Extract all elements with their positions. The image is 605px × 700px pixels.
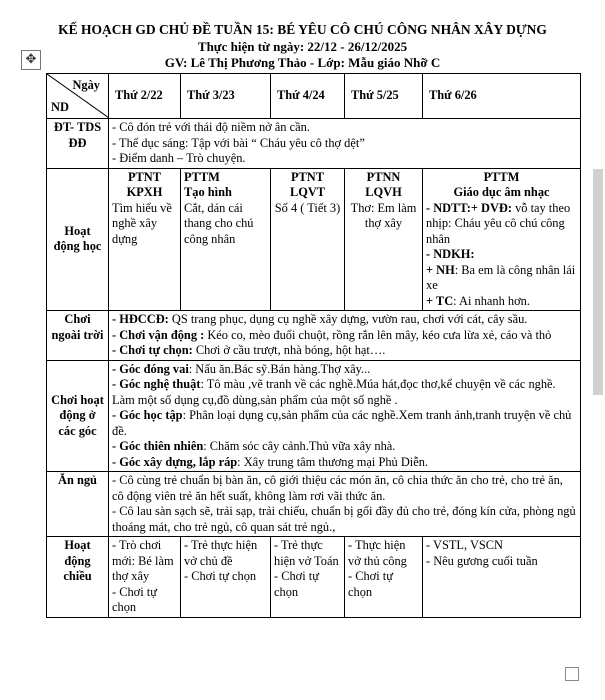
plan-dates: Thực hiện từ ngày: 22/12 - 26/12/2025 (197, 39, 408, 54)
afternoon-cell-tue (181, 537, 271, 618)
list-item: - VSTL, VSCN (426, 538, 503, 552)
item-label: - Góc học tập (112, 408, 183, 422)
list-item: - Trò chơi mới: Bé làm thợ xây (112, 538, 174, 583)
row-label-hoat-dong-chieu: Hoạt động chiều (47, 537, 109, 618)
music-tc (426, 294, 577, 310)
row-hoat-dong-hoc (47, 168, 581, 311)
list-item: - Trẻ thực hiện vở Toán (274, 538, 339, 568)
music-nh (426, 263, 577, 294)
item-text: Kéo co, mèo đuổi chuột, rồng rắn lên mây, kéo cưa lừa xẻ, cáo và thỏ (204, 327, 552, 342)
item-label: - Chơi tự chọn: (112, 343, 193, 357)
tc-label: + TC (426, 293, 454, 308)
item-text: : Nấu ăn.Bác sỹ.Bán hàng.Thợ xây... (188, 361, 371, 376)
lesson-content: Tìm hiểu về nghề xây dựng (112, 200, 172, 246)
ndtt-label: - NDTT:+ DVĐ: (426, 200, 512, 215)
day-header-mon: Thứ 2/22 (109, 74, 181, 119)
table-move-handle-icon[interactable]: ✥ (21, 50, 41, 70)
lesson-subject: LQVT (289, 185, 326, 199)
ndtt-text: vỗ tay theo nhịp: Cháu yêu cô chú công nhân (426, 200, 571, 246)
afternoon-cell-wed (271, 537, 345, 618)
list-item: - Cô đón trẻ với thái độ niềm nở ân cần. (112, 120, 310, 134)
lesson-subject: Tạo hình (184, 185, 232, 199)
vertical-scrollbar[interactable] (593, 169, 603, 395)
list-item: - Chơi tự chọn (274, 569, 319, 599)
lesson-code: PTNT (290, 169, 325, 184)
choi-ngoai-troi-content (109, 311, 581, 361)
corner-cell (47, 74, 109, 119)
row-hoat-dong-chieu (47, 537, 581, 618)
item-text: Chơi ở cầu trượt, nhà bóng, hột hạt…. (192, 343, 386, 357)
list-item: - Nêu gương cuối tuần (426, 553, 538, 568)
row-an-ngu (47, 472, 581, 537)
lesson-content: Thơ: Em làm thợ xây (350, 200, 417, 230)
lesson-cell-fri (423, 168, 581, 311)
lesson-cell-wed (271, 168, 345, 311)
item-label: - Góc đóng vai (112, 361, 189, 376)
day-header-fri: Thứ 6/26 (423, 74, 581, 119)
item-label: - Góc xây dựng, lắp ráp (112, 454, 238, 469)
list-item: - Cô cùng trẻ chuẩn bị bàn ăn, cô giới thiệu các món ăn, cô chia thức ăn cho trẻ, cho trẻ ăn, cô động viên trẻ ăn hết suất, không làm rơi vãi thức ăn. (112, 473, 563, 503)
list-item: - Chơi tự chọn (112, 584, 157, 614)
lesson-code: PTTM (184, 169, 220, 184)
an-ngu-content (109, 472, 581, 537)
list-item: - Chơi tự chọn (348, 569, 393, 599)
corner-label-nd: ND (51, 99, 69, 114)
row-don-tre (47, 119, 581, 169)
afternoon-cell-thu (345, 537, 423, 618)
lesson-code: PTNN (366, 169, 401, 184)
day-header-wed: Thứ 4/24 (271, 74, 345, 119)
lesson-subject: LQVH (365, 185, 402, 199)
don-tre-content (109, 119, 581, 169)
ndkh-label: - NDKH: (426, 247, 475, 261)
day-header-thu: Thứ 5/25 (345, 74, 423, 119)
list-item (112, 408, 577, 439)
day-header-tue: Thứ 3/23 (181, 74, 271, 119)
music-ndkh (426, 247, 577, 263)
corner-label-ngay: Ngày (72, 78, 100, 92)
lesson-subject: KPXH (126, 185, 163, 199)
list-item: - Thể dục sáng: Tập với bài “ Cháu yêu cô thợ dệt” (112, 135, 365, 150)
row-label-choi-goc: Chơi hoạt động ở các góc (47, 360, 109, 472)
list-item: - Thực hiện vở thủ công (348, 538, 407, 568)
row-label-hoat-dong-hoc: Hoạt động học (47, 168, 109, 311)
item-text: : Xây trung tâm thương mại Phủ Diễn. (237, 454, 429, 469)
list-item (112, 312, 577, 328)
lesson-subject: Giáo dục âm nhạc (453, 185, 550, 199)
row-label-choi-ngoai-troi: Chơi ngoài trời (47, 311, 109, 361)
list-item: - Trẻ thực hiện vở chủ đề (184, 538, 258, 568)
lesson-code: PTTM (483, 169, 520, 184)
list-item (112, 439, 577, 455)
row-choi-goc (47, 360, 581, 472)
row-label-an-ngu: Ăn ngủ (47, 472, 109, 537)
nh-label: + NH (426, 262, 455, 277)
music-ndtt (426, 201, 577, 248)
row-choi-ngoai-troi (47, 311, 581, 361)
item-label: - Góc thiên nhiên (112, 439, 204, 453)
afternoon-cell-fri (423, 537, 581, 618)
afternoon-cell-mon (109, 537, 181, 618)
item-label: - Chơi vận động : (112, 327, 205, 342)
table-header-row (47, 74, 581, 119)
lesson-content: Số 4 ( Tiết 3) (274, 200, 341, 215)
list-item: - Chơi tự chọn (184, 569, 257, 583)
item-text: : Tô màu ,vẽ tranh về các nghề.Múa hát,đọc thơ,kể chuyện về các nghề. Làm một số dụng cụ,đồ dùng,sản phẩm của một số nghề . (112, 377, 556, 407)
weekly-plan-table (46, 73, 581, 618)
lesson-cell-tue (181, 168, 271, 311)
table-resize-handle[interactable] (565, 667, 579, 681)
item-label: - HĐCCĐ: (112, 312, 169, 326)
plan-title: KẾ HOẠCH GD CHỦ ĐỀ TUẦN 15: BÉ YÊU CÔ CHÚ CÔNG NHÂN XÂY DỰNG (58, 22, 547, 37)
tc-text: : Ai nhanh hơn. (453, 293, 530, 308)
item-text: : Chăm sóc cây cảnh.Thủ vữa xây nhà. (203, 439, 396, 453)
list-item (112, 377, 577, 408)
choi-goc-content (109, 360, 581, 472)
nh-text: : Ba em là công nhân lái xe (426, 262, 576, 292)
list-item (112, 343, 577, 359)
lesson-cell-thu (345, 168, 423, 311)
lesson-content: Cắt, dán cái thang cho chú công nhân (184, 200, 254, 246)
list-item (112, 455, 577, 471)
list-item (112, 362, 577, 378)
item-text: QS trang phục, dụng cụ nghề xây dựng, vườn rau, chơi với cát, cây sầu. (168, 312, 528, 326)
list-item (112, 328, 577, 344)
list-item: - Cô lau sàn sạch sẽ, trải sạp, trải chiếu, chuẩn bị gối đầy đủ cho trẻ, đóng kín cửa, phòng ngủ thoáng mát, cho trẻ ngủ, cô quan sát trẻ ngủ., (112, 504, 576, 534)
lesson-cell-mon (109, 168, 181, 311)
row-label-don-tre: ĐT- TDS ĐĐ (47, 119, 109, 169)
lesson-code: PTNT (127, 169, 162, 184)
item-label: - Góc nghệ thuật (112, 377, 201, 391)
list-item: - Điểm danh – Trò chuyện. (112, 151, 246, 165)
teacher-class-line: GV: Lê Thị Phương Thảo - Lớp: Mẫu giáo Nhỡ C (164, 55, 441, 70)
item-text: : Phân loại dụng cụ,sản phẩm của các nghề.Xem tranh ảnh,tranh truyện về chủ đề. (112, 408, 572, 438)
